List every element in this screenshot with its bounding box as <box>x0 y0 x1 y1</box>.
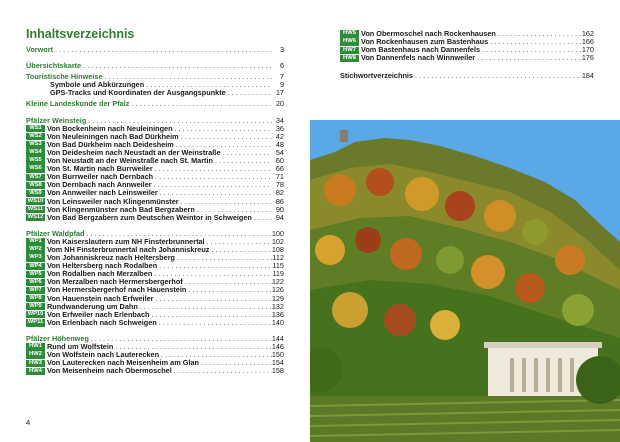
toc-entry-page: 136 <box>271 309 284 319</box>
dot-leader <box>152 181 272 189</box>
route-badge: WS1 <box>26 125 45 132</box>
dot-leader <box>252 214 272 222</box>
toc-entry-title: Von Burrweiler nach Dernbach <box>47 172 154 182</box>
toc-entry-title: Von Deidesheim nach Neustadt an der Weinstraße <box>47 147 221 157</box>
toc-entry-page: 94 <box>275 212 284 222</box>
toc-route-entry[interactable] <box>340 54 594 62</box>
page-title: Inhaltsverzeichnis <box>26 27 135 41</box>
toc-entry-page: 184 <box>581 71 594 81</box>
toc-entry-title: Von Obermoschel nach Rockenhausen <box>361 29 496 38</box>
dot-leader <box>183 278 272 286</box>
toc-entry-title: Von Erlenbach nach Schweigen <box>47 317 157 327</box>
toc-entry-page: 132 <box>271 301 284 311</box>
toc-entry-page: 90 <box>275 204 284 214</box>
toc-entry-page: 176 <box>581 53 594 63</box>
toc-entry-title: Von St. Martin nach Burrweiler <box>47 164 153 174</box>
route-badge: WP8 <box>26 295 45 302</box>
toc-entry-page: 82 <box>275 188 284 198</box>
dot-leader <box>149 311 271 319</box>
toc-entry-title: Rund um Wolfstein <box>47 342 114 351</box>
dot-leader <box>209 246 271 254</box>
toc-entry-page: 112 <box>272 253 284 263</box>
route-badge: WP6 <box>26 279 45 286</box>
toc-entry-title: Von Johanniskreuz nach Heltersberg <box>47 253 175 263</box>
toc-entry-title: Von Leinsweiler nach Klingenmünster <box>47 196 179 206</box>
dot-leader <box>153 165 272 173</box>
toc-entry-title: Von Hauenstein nach Erfweiler <box>47 293 154 303</box>
toc-entry-page: 100 <box>271 228 284 238</box>
toc-entry-page: 78 <box>275 180 284 190</box>
toc-entry-title: Pfälzer Höhenweg <box>26 333 89 343</box>
dot-leader <box>172 367 272 375</box>
dot-leader <box>157 319 272 327</box>
toc-entry-page: 36 <box>275 123 284 133</box>
toc-entry-page: 154 <box>271 358 284 368</box>
route-badge: WS4 <box>26 149 45 156</box>
route-badge: WP7 <box>26 287 45 294</box>
toc-entry-title: Rundwanderung um Dahn <box>47 301 138 311</box>
toc-right-column <box>340 30 594 80</box>
toc-entry-title: Von Dannenfels nach Winnweiler <box>361 53 476 63</box>
toc-entry-title: Von Rockenhausen zum Bastenhaus <box>361 37 489 47</box>
toc-entry-title: Von Meisenheim nach Obermoschel <box>47 366 172 376</box>
toc-entry-page: 71 <box>275 172 284 182</box>
route-badge: WS8 <box>26 182 45 189</box>
page-number: 4 <box>26 418 31 427</box>
route-badge: WP1 <box>26 238 45 245</box>
toc-entry[interactable] <box>26 89 284 97</box>
route-badge: HW3 <box>26 360 45 367</box>
toc-entry-page: 34 <box>275 115 284 125</box>
dot-leader <box>153 173 272 181</box>
toc-entry-page: 20 <box>275 99 284 109</box>
dot-leader <box>488 38 582 46</box>
route-badge: WS10 <box>27 197 44 204</box>
toc-entry-title: Von Rodalben nach Merzalben <box>47 269 153 279</box>
toc-entry-page: 140 <box>271 317 284 327</box>
dot-leader <box>221 149 272 157</box>
dot-leader <box>154 295 272 303</box>
toc-entry-page: 170 <box>581 45 594 55</box>
toc-entry-title: Übersichtskarte <box>26 61 82 71</box>
toc-entry-title: Von Wolfstein nach Lauterecken <box>47 350 160 360</box>
dot-leader <box>157 262 272 270</box>
route-badge: HW8 <box>340 55 359 62</box>
dot-leader <box>89 335 272 343</box>
route-badge: HW2 <box>26 351 45 358</box>
route-badge: HW5 <box>340 30 359 37</box>
route-badge: WS3 <box>26 141 45 148</box>
toc-entry-title: Touristische Hinweise <box>26 72 103 82</box>
dot-leader <box>175 254 272 262</box>
toc-entry-title: Von Neuleiningen nach Bad Dürkheim <box>47 131 179 141</box>
landscape-photo <box>310 120 620 442</box>
dot-leader <box>480 46 582 54</box>
toc-entry-page: 146 <box>271 342 284 351</box>
toc-entry-page: 166 <box>581 37 594 47</box>
toc-entry-title: Pfälzer Weinsteig <box>26 115 87 125</box>
dot-leader <box>199 359 272 367</box>
toc-entry-page: 42 <box>275 131 284 141</box>
toc-entry-title: Von Erfweiler nach Erlenbach <box>47 309 150 319</box>
toc-entry-title: Von Annweiler nach Leinsweiler <box>47 188 158 198</box>
toc-entry-title: Vom NH Finsterbrunnertal nach Johanniskreuz <box>47 244 210 254</box>
dot-leader <box>205 238 272 246</box>
toc-entry-page: 60 <box>275 156 284 166</box>
toc-entry-page: 122 <box>271 277 284 287</box>
toc-entry-title: Stichwortverzeichnis <box>340 71 413 81</box>
route-badge: HW1 <box>26 343 45 350</box>
toc-entry[interactable] <box>26 62 284 70</box>
toc-route-entry[interactable] <box>26 367 284 375</box>
toc-entry-page: 9 <box>279 80 284 90</box>
toc-entry-page: 150 <box>271 350 284 360</box>
toc-entry-title: Von Hermersbergerhof nach Hauenstein <box>47 285 187 295</box>
toc-entry-page: 54 <box>275 147 284 157</box>
toc-entry-title: Von Bockenheim nach Neuleiningen <box>47 123 173 133</box>
dot-leader <box>213 157 272 165</box>
toc-entry-title: Von Dernbach nach Annweiler <box>47 180 152 190</box>
toc-entry-page: 7 <box>279 72 284 82</box>
route-badge: WS12 <box>27 214 44 221</box>
toc-entry-page: 119 <box>272 269 284 279</box>
autumn-hill-illustration <box>310 120 620 442</box>
toc-left-column <box>26 46 284 375</box>
dot-leader <box>173 125 272 133</box>
dot-leader <box>226 89 272 97</box>
toc-entry-title: Vom Bastenhaus nach Dannenfels <box>361 45 481 55</box>
toc-entry-page: 126 <box>271 285 284 295</box>
route-badge: WP10 <box>27 311 44 318</box>
toc-route-entry[interactable] <box>26 214 284 222</box>
toc-entry-title: Von Neustadt an der Weinstraße nach St. Martin <box>47 156 213 166</box>
route-badge: WP3 <box>26 254 45 261</box>
dot-leader <box>138 303 272 311</box>
route-badge: WS5 <box>26 157 45 164</box>
dot-leader <box>413 72 582 80</box>
route-badge: WP4 <box>26 263 45 270</box>
dot-leader <box>475 54 582 62</box>
dot-leader <box>81 62 272 70</box>
toc-entry-title: Symbole und Abkürzungen <box>50 80 145 90</box>
toc-entry[interactable] <box>26 46 284 54</box>
toc-entry-page: 162 <box>581 29 594 38</box>
toc-entry-title: Vorwort <box>26 45 54 54</box>
toc-entry-page: 129 <box>271 293 284 303</box>
toc-entry-title: Von Bad Dürkheim nach Deidesheim <box>47 139 174 149</box>
dot-leader <box>186 286 271 294</box>
toc-entry-title: Von Bad Bergzabern zum Deutschen Weintor in Schweigen <box>47 212 252 222</box>
toc-entry-page: 48 <box>275 139 284 149</box>
toc-entry-page: 17 <box>275 88 284 98</box>
toc-entry-page: 3 <box>279 45 284 54</box>
route-badge: WS6 <box>26 165 45 172</box>
dot-leader <box>496 30 582 38</box>
route-badge: WP9 <box>26 303 45 310</box>
route-badge: WS2 <box>26 133 45 140</box>
toc-entry-title: Von Klingenmünster nach Bad Bergzabern <box>47 204 195 214</box>
toc-entry-title: Von Merzalben nach Hermersbergerhof <box>47 277 183 287</box>
route-badge: WP2 <box>26 246 45 253</box>
toc-entry-page: 144 <box>271 333 284 343</box>
route-badge: WS9 <box>26 190 45 197</box>
route-badge: HW6 <box>340 38 359 45</box>
toc-entry-title: Kleine Landeskunde der Pfalz <box>26 99 130 109</box>
toc-entry-page: 108 <box>271 244 284 254</box>
toc-route-entry[interactable] <box>26 319 284 327</box>
dot-leader <box>129 100 272 108</box>
toc-entry[interactable] <box>340 72 594 80</box>
toc-entry-title: Von Lauterecken nach Meisenheim am Glan <box>47 358 199 368</box>
dot-leader <box>179 133 272 141</box>
toc-entry-title: Pfälzer Waldpfad <box>26 228 85 238</box>
route-badge: WP11 <box>27 319 44 326</box>
toc-entry-title: Von Heltersberg nach Rodalben <box>47 261 158 271</box>
toc-entry-page: 158 <box>271 366 284 376</box>
route-badge: WS7 <box>26 174 45 181</box>
route-badge: WP5 <box>26 271 45 278</box>
toc-entry-title: Von Kaiserslautern zum NH Finsterbrunnertal <box>47 236 205 246</box>
toc-entry-title: GPS-Tracks und Koordinaten der Ausgangspunkte <box>50 88 226 98</box>
toc-entry-page: 6 <box>279 61 284 71</box>
toc-entry-page: 66 <box>275 164 284 174</box>
dot-leader <box>53 46 272 54</box>
toc-entry-page: 102 <box>271 236 284 246</box>
toc-entry-page: 115 <box>272 261 284 271</box>
toc-entry-page: 86 <box>275 196 284 206</box>
route-badge: WS11 <box>27 205 44 212</box>
route-badge: HW4 <box>26 368 45 375</box>
route-badge: HW7 <box>340 47 359 54</box>
toc-entry[interactable] <box>26 100 284 108</box>
